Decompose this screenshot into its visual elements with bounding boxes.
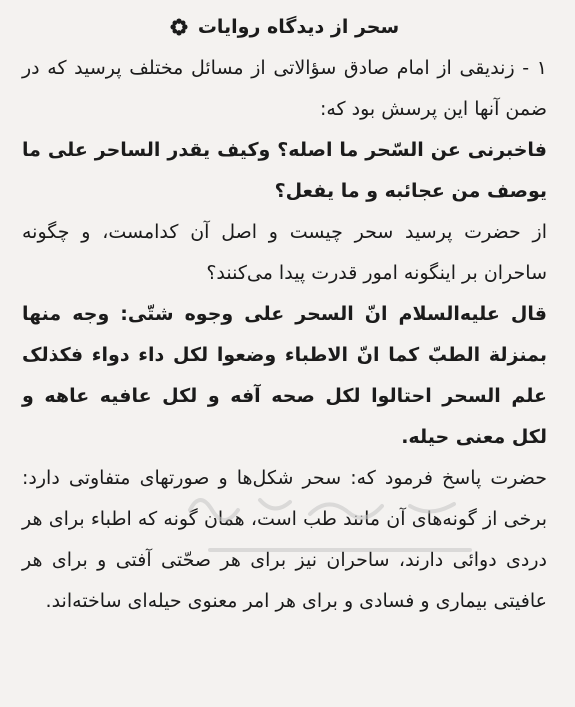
flower-ornament-icon [170, 18, 188, 36]
paragraph-1: ۱ - زندیقی از امام صادق سؤالاتی از مسائل مختلف پرسید که در ضمن آنها این پرسش بود که: [22, 57, 547, 120]
paragraph-2-arabic: فاخبرنی عن السّحر ما اصله؟ وکیف یقدر الساحر علی ما یوصف من عجائبه و ما یفعل؟ [22, 139, 547, 202]
section-heading [22, 8, 547, 46]
paragraph-4-arabic: قال علیه‌السلام انّ السحر علی وجوه شتّی: وجه منها بمنزلة الطبّ کما انّ الاطباء وضعوا لکل داء دواء فکذلک علم السحر احتالوا لکل صحه آفه و لکل عافیه عاهه و لکل معنی حیله. [22, 303, 547, 448]
paragraph-5: حضرت پاسخ فرمود که: سحر شکل‌ها و صورتهای متفاوتی دارد: برخی از گونه‌های آن مانند طب است، همان گونه که اطباء برای هر دردی دوائی دارند، ساحران نیز برای هر صحّتی آفتی و برای هر عافیتی بیماری و فسادی و برای هر امر معنوی حیله‌ای ساخته‌اند. [22, 467, 547, 612]
paragraph-3: از حضرت پرسید سحر چیست و اصل آن کدامست، و چگونه ساحران بر اینگونه امور قدرت پیدا می‌کنند؟ [22, 221, 547, 284]
heading-title: سحر از دیدگاه روایات [197, 16, 400, 38]
